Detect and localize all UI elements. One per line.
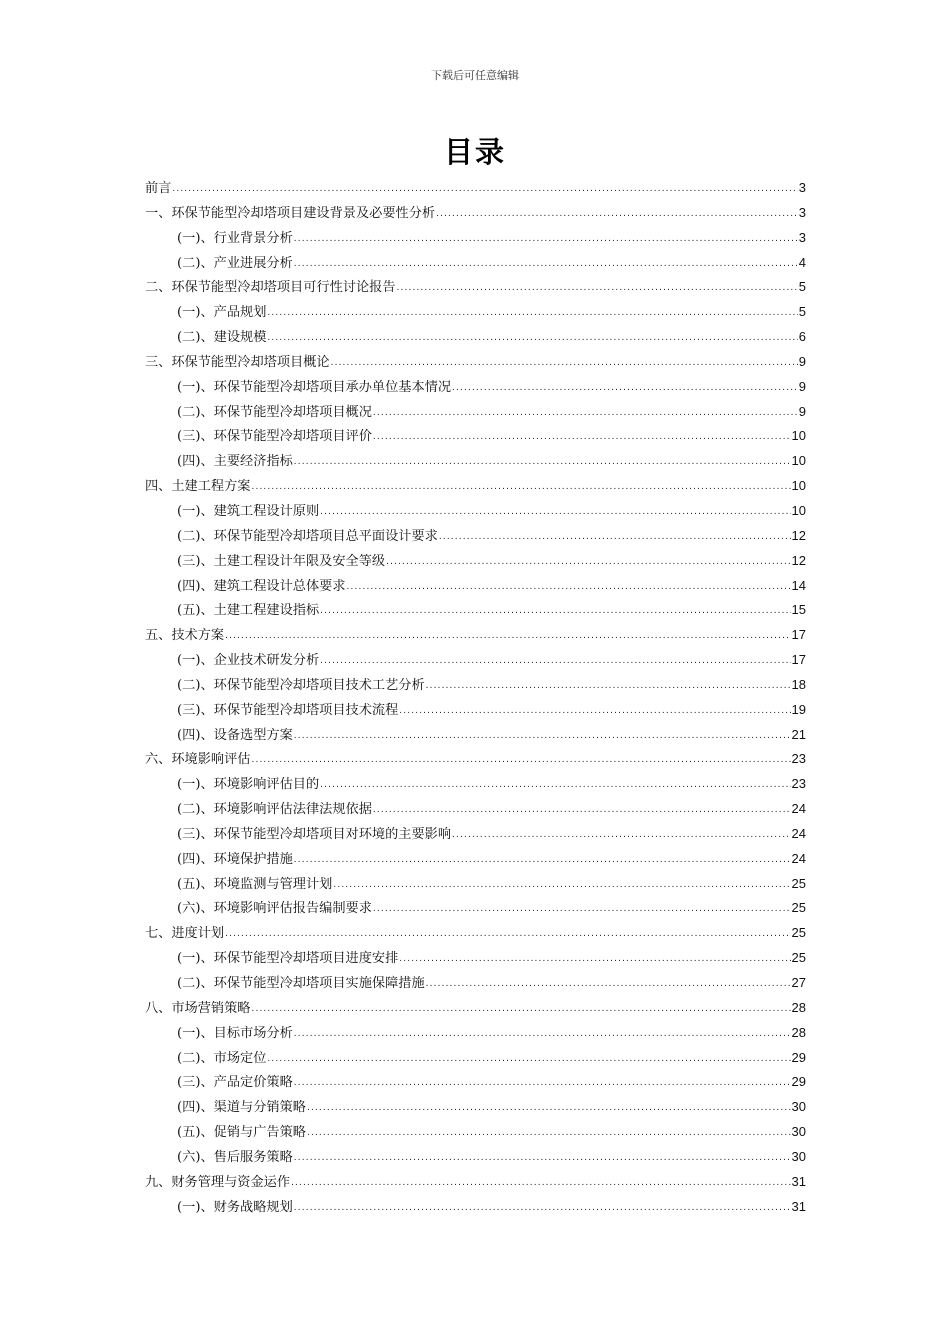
page-title: 目录: [443, 135, 506, 169]
toc-dot-leader: [347, 575, 791, 600]
toc-entry-page-number: 9: [798, 403, 806, 419]
toc-section-entry[interactable]: [145, 847, 806, 872]
toc-entry-page-number: 12: [791, 552, 806, 568]
toc-dot-leader: [320, 649, 790, 674]
toc-section-entry[interactable]: [145, 698, 806, 723]
toc-entry-label: (二)、市场定位: [177, 1050, 267, 1066]
toc-chapter-entry[interactable]: [145, 474, 806, 499]
toc-chapter-entry[interactable]: [145, 1170, 806, 1195]
toc-chapter-entry[interactable]: [145, 176, 806, 201]
toc-entry-label: (三)、环保节能型冷却塔项目技术流程: [177, 702, 399, 718]
toc-section-entry[interactable]: [145, 400, 806, 425]
toc-entry-label: 六、环境影响评估: [145, 752, 251, 768]
toc-entry-label: (一)、环保节能型冷却塔项目进度安排: [177, 951, 399, 967]
toc-section-entry[interactable]: [145, 375, 806, 400]
toc-dot-leader: [452, 823, 790, 848]
toc-dot-leader: [267, 1047, 790, 1072]
toc-dot-leader: [294, 1022, 791, 1047]
toc-entry-page-number: 23: [791, 776, 806, 792]
toc-entry-page-number: 29: [791, 1074, 806, 1090]
toc-section-entry[interactable]: [145, 1095, 806, 1120]
toc-chapter-entry[interactable]: [145, 275, 806, 300]
toc-entry-label: (一)、财务战略规划: [177, 1199, 293, 1215]
toc-dot-leader: [307, 1121, 791, 1146]
toc-entry-label: (五)、土建工程建设指标: [177, 603, 320, 619]
toc-entry-label: (一)、企业技术研发分析: [177, 653, 320, 669]
toc-section-entry[interactable]: [145, 896, 806, 921]
toc-chapter-entry[interactable]: [145, 996, 806, 1021]
toc-dot-leader: [397, 276, 798, 301]
toc-entry-label: (三)、环保节能型冷却塔项目评价: [177, 429, 372, 445]
toc-entry-label: (二)、产业进展分析: [177, 255, 293, 271]
toc-dot-leader: [452, 376, 798, 401]
toc-entry-page-number: 10: [791, 478, 806, 494]
toc-entry-page-number: 21: [791, 726, 806, 742]
toc-entry-label: 九、财务管理与资金运作: [145, 1174, 291, 1190]
toc-dot-leader: [294, 227, 798, 252]
toc-entry-label: (四)、环境保护措施: [177, 851, 293, 867]
toc-section-entry[interactable]: [145, 1021, 806, 1046]
toc-entry-label: (五)、环境监测与管理计划: [177, 876, 333, 892]
toc-entry-label: 三、环保节能型冷却塔项目概论: [145, 354, 330, 370]
toc-entry-page-number: 4: [798, 254, 806, 270]
toc-dot-leader: [252, 475, 791, 500]
toc-entry-label: (四)、建筑工程设计总体要求: [177, 578, 346, 594]
toc-section-entry[interactable]: [145, 1195, 806, 1220]
toc-entry-label: (一)、目标市场分析: [177, 1025, 293, 1041]
toc-entry-page-number: 19: [791, 701, 806, 717]
toc-entry-label: (五)、促销与广告策略: [177, 1125, 306, 1141]
toc-dot-leader: [294, 1146, 791, 1171]
toc-section-entry[interactable]: [145, 1046, 806, 1071]
toc-dot-leader: [267, 326, 797, 351]
toc-entry-page-number: 6: [798, 329, 806, 345]
toc-dot-leader: [252, 748, 791, 773]
table-of-contents: [145, 176, 806, 1219]
toc-dot-leader: [172, 177, 797, 202]
toc-entry-page-number: 3: [798, 229, 806, 245]
toc-entry-page-number: 10: [791, 453, 806, 469]
toc-entry-page-number: 25: [791, 950, 806, 966]
toc-dot-leader: [399, 947, 790, 972]
toc-entry-label: (一)、产品规划: [177, 305, 267, 321]
toc-section-entry[interactable]: [145, 822, 806, 847]
toc-entry-page-number: 12: [791, 527, 806, 543]
toc-dot-leader: [267, 301, 797, 326]
toc-section-entry[interactable]: [145, 872, 806, 897]
toc-entry-page-number: 31: [791, 1198, 806, 1214]
toc-entry-page-number: 10: [791, 502, 806, 518]
toc-dot-leader: [294, 1071, 791, 1096]
toc-entry-page-number: 25: [791, 925, 806, 941]
toc-dot-leader: [399, 699, 790, 724]
toc-dot-leader: [373, 897, 791, 922]
toc-dot-leader: [436, 202, 798, 227]
toc-section-entry[interactable]: [145, 971, 806, 996]
toc-section-entry[interactable]: [145, 300, 806, 325]
toc-section-entry[interactable]: [145, 251, 806, 276]
toc-dot-leader: [333, 873, 790, 898]
header-note: 下载后可任意编辑: [431, 69, 519, 82]
toc-entry-label: 前言: [145, 181, 172, 196]
toc-entry-label: (一)、行业背景分析: [177, 230, 293, 246]
toc-section-entry[interactable]: [145, 549, 806, 574]
toc-entry-label: (二)、环境影响评估法律法规依据: [177, 802, 372, 818]
toc-entry-page-number: 17: [791, 652, 806, 668]
toc-section-entry[interactable]: [145, 424, 806, 449]
toc-section-entry[interactable]: [145, 598, 806, 623]
toc-entry-label: (二)、建设规模: [177, 330, 267, 346]
toc-entry-page-number: 30: [791, 1148, 806, 1164]
toc-entry-page-number: 17: [791, 627, 806, 643]
toc-dot-leader: [307, 1096, 791, 1121]
toc-section-entry[interactable]: [145, 648, 806, 673]
toc-entry-page-number: 9: [798, 353, 806, 369]
toc-entry-label: (一)、建筑工程设计原则: [177, 503, 320, 519]
toc-section-entry[interactable]: [145, 499, 806, 524]
toc-dot-leader: [386, 550, 790, 575]
toc-entry-page-number: 29: [791, 1049, 806, 1065]
toc-section-entry[interactable]: [145, 574, 806, 599]
toc-entry-label: (一)、环境影响评估目的: [177, 777, 320, 793]
toc-entry-page-number: 31: [791, 1173, 806, 1189]
toc-entry-label: (三)、产品定价策略: [177, 1075, 293, 1091]
toc-entry-page-number: 15: [791, 602, 806, 618]
toc-dot-leader: [320, 599, 790, 624]
toc-dot-leader: [225, 624, 790, 649]
toc-entry-label: 七、进度计划: [145, 926, 225, 942]
toc-entry-page-number: 30: [791, 1099, 806, 1115]
toc-chapter-entry[interactable]: [145, 623, 806, 648]
toc-section-entry[interactable]: [145, 1120, 806, 1145]
toc-chapter-entry[interactable]: [145, 350, 806, 375]
toc-entry-label: (三)、土建工程设计年限及安全等级: [177, 553, 386, 569]
toc-entry-label: (三)、环保节能型冷却塔项目对环境的主要影响: [177, 826, 452, 842]
toc-section-entry[interactable]: [145, 772, 806, 797]
toc-chapter-entry[interactable]: [145, 201, 806, 226]
toc-entry-page-number: 24: [791, 850, 806, 866]
toc-entry-page-number: 25: [791, 900, 806, 916]
toc-dot-leader: [252, 997, 791, 1022]
toc-entry-label: (二)、环保节能型冷却塔项目技术工艺分析: [177, 677, 425, 693]
toc-dot-leader: [294, 450, 791, 475]
toc-entry-label: 二、环保节能型冷却塔项目可行性讨论报告: [145, 280, 396, 296]
toc-dot-leader: [373, 425, 791, 450]
toc-section-entry[interactable]: [145, 1145, 806, 1170]
toc-section-entry[interactable]: [145, 797, 806, 822]
toc-section-entry[interactable]: [145, 524, 806, 549]
toc-entry-label: (六)、售后服务策略: [177, 1149, 293, 1165]
toc-chapter-entry[interactable]: [145, 921, 806, 946]
toc-entry-page-number: 24: [791, 825, 806, 841]
toc-dot-leader: [294, 848, 791, 873]
toc-entry-page-number: 3: [798, 204, 806, 220]
toc-entry-page-number: 10: [791, 428, 806, 444]
toc-entry-page-number: 5: [798, 279, 806, 295]
toc-entry-page-number: 28: [791, 1024, 806, 1040]
toc-entry-page-number: 27: [791, 975, 806, 990]
toc-dot-leader: [294, 1196, 791, 1221]
toc-entry-label: 五、技术方案: [145, 628, 225, 644]
toc-dot-leader: [320, 773, 790, 798]
toc-chapter-entry[interactable]: [145, 747, 806, 772]
toc-entry-label: (一)、环保节能型冷却塔项目承办单位基本情况: [177, 379, 452, 395]
toc-entry-label: 一、环保节能型冷却塔项目建设背景及必要性分析: [145, 205, 436, 221]
toc-section-entry[interactable]: [145, 946, 806, 971]
toc-dot-leader: [373, 401, 798, 426]
toc-dot-leader: [331, 351, 798, 376]
toc-entry-page-number: 3: [798, 180, 806, 195]
toc-entry-label: (二)、环保节能型冷却塔项目总平面设计要求: [177, 528, 438, 544]
toc-entry-label: (四)、渠道与分销策略: [177, 1100, 306, 1116]
toc-dot-leader: [426, 674, 791, 699]
toc-dot-leader: [291, 1171, 790, 1196]
toc-entry-page-number: 5: [798, 304, 806, 320]
toc-dot-leader: [426, 972, 791, 997]
toc-section-entry[interactable]: [145, 226, 806, 251]
toc-dot-leader: [373, 798, 791, 823]
toc-entry-page-number: 18: [791, 676, 806, 692]
toc-entry-page-number: 23: [791, 751, 806, 767]
toc-dot-leader: [294, 724, 791, 749]
toc-dot-leader: [439, 525, 791, 550]
toc-dot-leader: [294, 252, 798, 277]
toc-section-entry[interactable]: [145, 325, 806, 350]
toc-entry-label: (四)、设备选型方案: [177, 727, 293, 743]
toc-section-entry[interactable]: [145, 723, 806, 748]
toc-entry-page-number: 30: [791, 1124, 806, 1140]
toc-entry-label: (二)、环保节能型冷却塔项目实施保障措施: [177, 976, 425, 991]
toc-entry-label: 八、市场营销策略: [145, 1000, 251, 1016]
toc-dot-leader: [225, 922, 790, 947]
toc-entry-page-number: 28: [791, 999, 806, 1015]
toc-entry-label: (四)、主要经济指标: [177, 454, 293, 470]
toc-section-entry[interactable]: [145, 673, 806, 698]
toc-entry-label: 四、土建工程方案: [145, 479, 251, 495]
toc-section-entry[interactable]: [145, 449, 806, 474]
toc-entry-label: (六)、环境影响评估报告编制要求: [177, 901, 372, 917]
toc-dot-leader: [320, 500, 790, 525]
toc-entry-page-number: 9: [798, 378, 806, 394]
toc-entry-label: (二)、环保节能型冷却塔项目概况: [177, 404, 372, 420]
toc-section-entry[interactable]: [145, 1070, 806, 1095]
toc-entry-page-number: 24: [791, 801, 806, 817]
toc-entry-page-number: 25: [791, 875, 806, 891]
toc-entry-page-number: 14: [791, 577, 806, 593]
